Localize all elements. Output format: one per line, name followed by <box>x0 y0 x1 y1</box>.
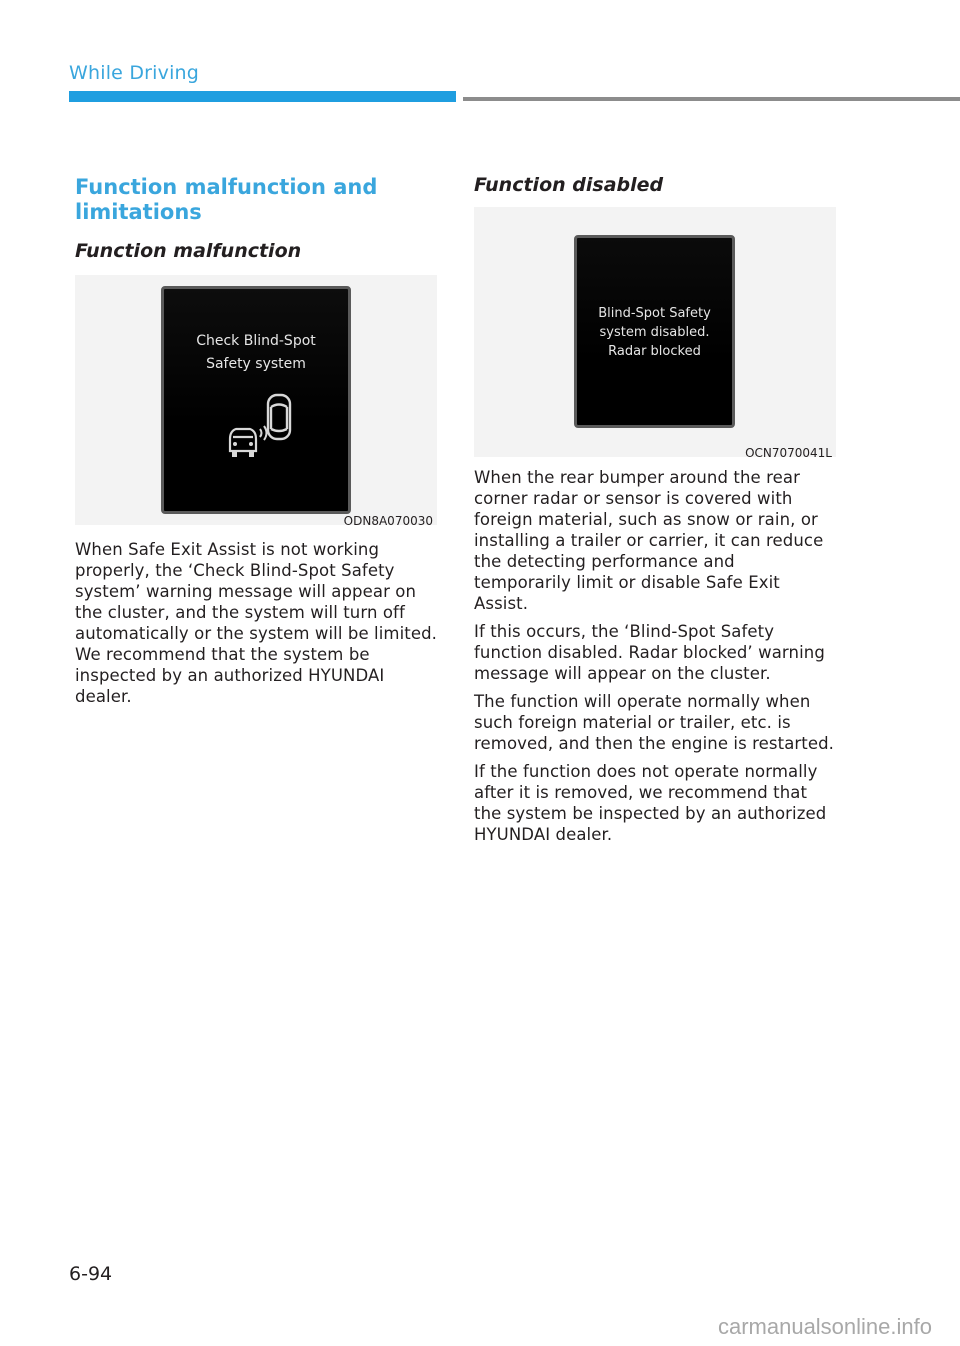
cluster-message <box>577 304 732 361</box>
cluster-message-line: Safety system <box>206 356 306 372</box>
cluster-message-line: Radar blocked <box>608 344 701 359</box>
subsection-title-malfunction: Function malfunction <box>75 240 302 262</box>
cluster-message-line: system disabled. <box>599 325 710 340</box>
header-divider <box>463 97 960 101</box>
paragraph: The function will operate normally when such foreign material or trailer, etc. is removed, and then the engine is restarted. <box>474 692 835 753</box>
paragraph: When Safe Exit Assist is not working properly, the ‘Check Blind-Spot Safety system’ warning message will appear on the cluster, and the system will turn off automatically or the system will be limited. We recommend that the system be inspected by an authorized HYUNDAI dealer. <box>75 540 438 706</box>
cluster-display <box>574 235 735 428</box>
figure-disabled <box>474 207 836 460</box>
header-accent-bar <box>69 91 456 102</box>
header-title: While Driving <box>69 62 200 84</box>
paragraph: If the function does not operate normally after it is removed, we recommend that the system be inspected by an authorized HYUNDAI dealer. <box>474 762 827 844</box>
cluster-message <box>164 330 348 376</box>
blind-spot-car-icon <box>224 393 296 465</box>
cluster-message-line: Check Blind-Spot <box>196 333 316 349</box>
paragraph: If this occurs, the ‘Blind-Spot Safety function disabled. Radar blocked’ warning message will appear on the cluster. <box>474 622 825 683</box>
paragraph: When the rear bumper around the rear corner radar or sensor is covered with foreign material, such as snow or rain, or installing a trailer or carrier, it can reduce the detecting performance and temporarily limit or disable Safe Exit Assist. <box>474 468 824 613</box>
cluster-message-line: Blind-Spot Safety <box>598 306 711 321</box>
right-column <box>474 170 836 845</box>
page-number: 6-94 <box>69 1263 113 1285</box>
subsection-title-disabled: Function disabled <box>474 174 664 196</box>
figure-code: ODN8A070030 <box>343 514 433 528</box>
watermark: carmanualsonline.info <box>717 1314 932 1339</box>
figure-code: OCN7070041L <box>745 446 832 460</box>
section-title: Function malfunction and limitations <box>75 175 378 224</box>
left-column <box>75 170 437 707</box>
cluster-display <box>161 286 351 514</box>
figure-malfunction <box>75 275 437 528</box>
